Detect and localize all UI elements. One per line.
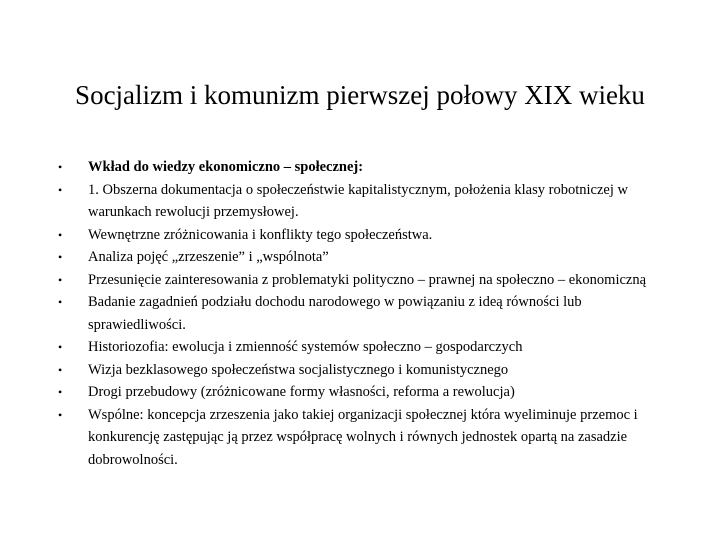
- list-item: [58, 269, 658, 292]
- bullet-text: Drogi przebudowy (zróżnicowane formy własności, reforma a rewolucja): [88, 384, 515, 400]
- bullet-icon: •: [58, 407, 63, 422]
- bullet-icon: •: [58, 160, 63, 174]
- list-item: [58, 179, 658, 224]
- bullet-text: Historiozofia: ewolucja i zmienność systemów społeczno – gospodarczych: [88, 339, 523, 355]
- slide-title: Socjalizm i komunizm pierwszej połowy XIX wieku: [75, 80, 645, 110]
- bullet-text: Przesunięcie zainteresowania z problematyki polityczno – prawnej na społeczno – ekonomiczną: [88, 271, 647, 288]
- bullet-icon: •: [58, 385, 63, 399]
- bullet-icon: •: [58, 227, 63, 242]
- bullet-icon: •: [58, 250, 63, 264]
- bullet-text: Wkład do wiedzy ekonomiczno – społecznej:: [88, 159, 364, 175]
- bullet-text: Badanie zagadnień podziału dochodu narodowego w powiązaniu z ideą równości lub sprawiedliwości.: [88, 294, 582, 333]
- bullet-text: Wewnętrzne zróżnicowania i konflikty tego społeczeństwa.: [88, 226, 433, 243]
- bullet-icon: •: [58, 340, 63, 354]
- list-item: [58, 336, 658, 359]
- bullet-icon: •: [58, 182, 63, 197]
- bullet-text: Wspólne: koncepcja zrzeszenia jako takiej organizacji społecznej która wyeliminuje przemoc i konkurencję zastępując ją przez współpracę wolnych i równych jednostek opartą na zasadzie dobrowolności.: [88, 406, 638, 468]
- bullet-icon: •: [58, 362, 63, 377]
- list-item: [58, 246, 658, 269]
- bullet-text: Analiza pojęć „zrzeszenie” i „wspólnota”: [88, 249, 329, 265]
- list-item: [58, 381, 658, 404]
- bullet-list: [58, 156, 658, 471]
- list-item: [58, 291, 658, 336]
- bullet-text: 1. Obszerna dokumentacja o społeczeństwie kapitalistycznym, położenia klasy robotniczej w warunkach rewolucji przemysłowej.: [88, 181, 628, 220]
- list-item: [58, 404, 658, 472]
- bullet-icon: •: [58, 272, 63, 287]
- list-item: [58, 224, 658, 247]
- list-item: [58, 156, 658, 179]
- bullet-text: Wizja bezklasowego społeczeństwa socjalistycznego i komunistycznego: [88, 361, 509, 378]
- list-item: [58, 359, 658, 382]
- bullet-icon: •: [58, 295, 63, 309]
